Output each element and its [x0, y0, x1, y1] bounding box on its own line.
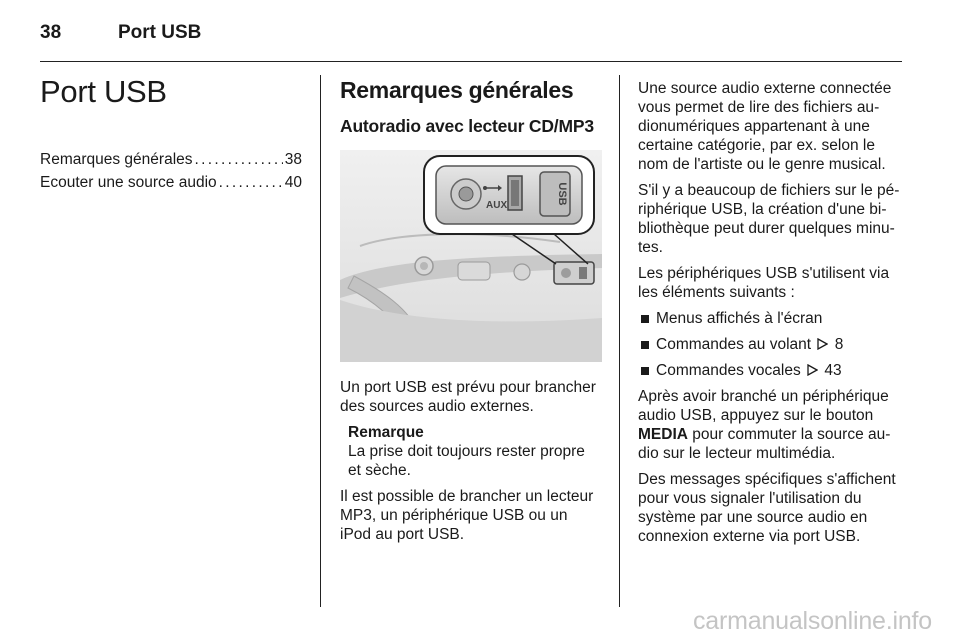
- note-text: La prise doit toujours rester propre et sèche.: [348, 443, 585, 479]
- list-item: [638, 361, 900, 380]
- column-details: [638, 79, 900, 553]
- header-rule: [40, 61, 902, 62]
- watermark: carmanualsonline.info: [692, 607, 932, 635]
- port-label-usb: USB: [556, 182, 568, 206]
- toc-leader-dots: [219, 171, 283, 194]
- toc-entry-label: Remarques générales: [40, 151, 193, 168]
- bullet-square-icon: [641, 341, 649, 349]
- column-divider-left: [320, 75, 321, 607]
- bullet-square-icon: [641, 367, 649, 375]
- console-button: [458, 262, 490, 280]
- media-text-after: pour commuter la source audio sur le lecteur multimédia.: [638, 426, 891, 462]
- toc-leader-dots: [195, 148, 283, 171]
- subsection-title: Autoradio avec lecteur CD/MP3: [340, 116, 594, 136]
- usb-port-slot: [511, 180, 519, 206]
- page-reference[interactable]: 43: [824, 362, 842, 379]
- section-title: Remarques générales: [340, 77, 574, 103]
- list-item: [638, 335, 900, 354]
- media-key-label: MEDIA: [638, 426, 688, 443]
- list-item-text: Commandes au volant: [656, 336, 812, 353]
- note-box: [340, 423, 602, 480]
- knob-secondary: [514, 264, 530, 280]
- column-toc: [40, 72, 302, 194]
- console-port-panel: [554, 262, 594, 284]
- port-label-aux: AUX: [486, 200, 508, 211]
- toc-entry[interactable]: [40, 171, 302, 194]
- page-reference[interactable]: 8: [834, 336, 844, 353]
- page-header: [40, 18, 201, 48]
- knob-center: [420, 262, 428, 270]
- list-item: [638, 309, 900, 328]
- list-item-text: Menus affichés à l'écran: [656, 310, 823, 327]
- compatibility-paragraph: Il est possible de brancher un lecteur MP3, un périphérique USB ou un iPod au port USB.: [340, 488, 594, 543]
- list-item-text: Commandes vocales: [656, 362, 801, 379]
- media-text-before: Après avoir branché un périphérique audio USB, appuyez sur le bouton: [638, 388, 889, 424]
- toc-entry-page: 38: [284, 151, 302, 168]
- column-divider-right: [619, 75, 620, 607]
- controls-list: [638, 309, 900, 380]
- library-paragraph: Une source audio externe connectée vous permet de lire des fichiers audionumériques appartenant à une certaine catégorie, par ex. selon le nom de l'artiste ou le genre musical.: [638, 80, 892, 173]
- usb-port-illustration: [340, 150, 602, 362]
- toc-entry-page: 40: [284, 174, 302, 191]
- column-general-notes: [340, 72, 602, 551]
- note-title: Remarque: [348, 424, 424, 441]
- console-aux-jack: [561, 268, 571, 278]
- intro-paragraph: Un port USB est prévu pour brancher des sources audio externes.: [340, 379, 596, 415]
- library-time-paragraph: S'il y a beaucoup de fichiers sur le périphérique USB, la création d'une bibliothèque peut durer quelques minutes.: [638, 182, 900, 256]
- aux-jack-socket: [459, 187, 473, 201]
- page-number: 38: [40, 22, 62, 43]
- toc-entry-label: Ecouter une source audio: [40, 174, 217, 191]
- page-reference-icon[interactable]: [807, 361, 818, 380]
- messages-paragraph: Des messages spécifiques s'affichent pour vous signaler l'utilisation du système par une source audio en connexion externe via port USB.: [638, 471, 896, 545]
- page-reference-icon[interactable]: [817, 335, 828, 354]
- bullet-square-icon: [641, 315, 649, 323]
- console-usb-slot: [579, 267, 587, 279]
- controls-intro-paragraph: Les périphériques USB s'utilisent via les éléments suivants :: [638, 265, 890, 301]
- media-button-paragraph: [638, 387, 900, 463]
- chapter-title: Port USB: [40, 74, 167, 109]
- toc-entry[interactable]: [40, 148, 302, 171]
- table-of-contents: [40, 148, 302, 194]
- running-title: Port USB: [118, 22, 202, 43]
